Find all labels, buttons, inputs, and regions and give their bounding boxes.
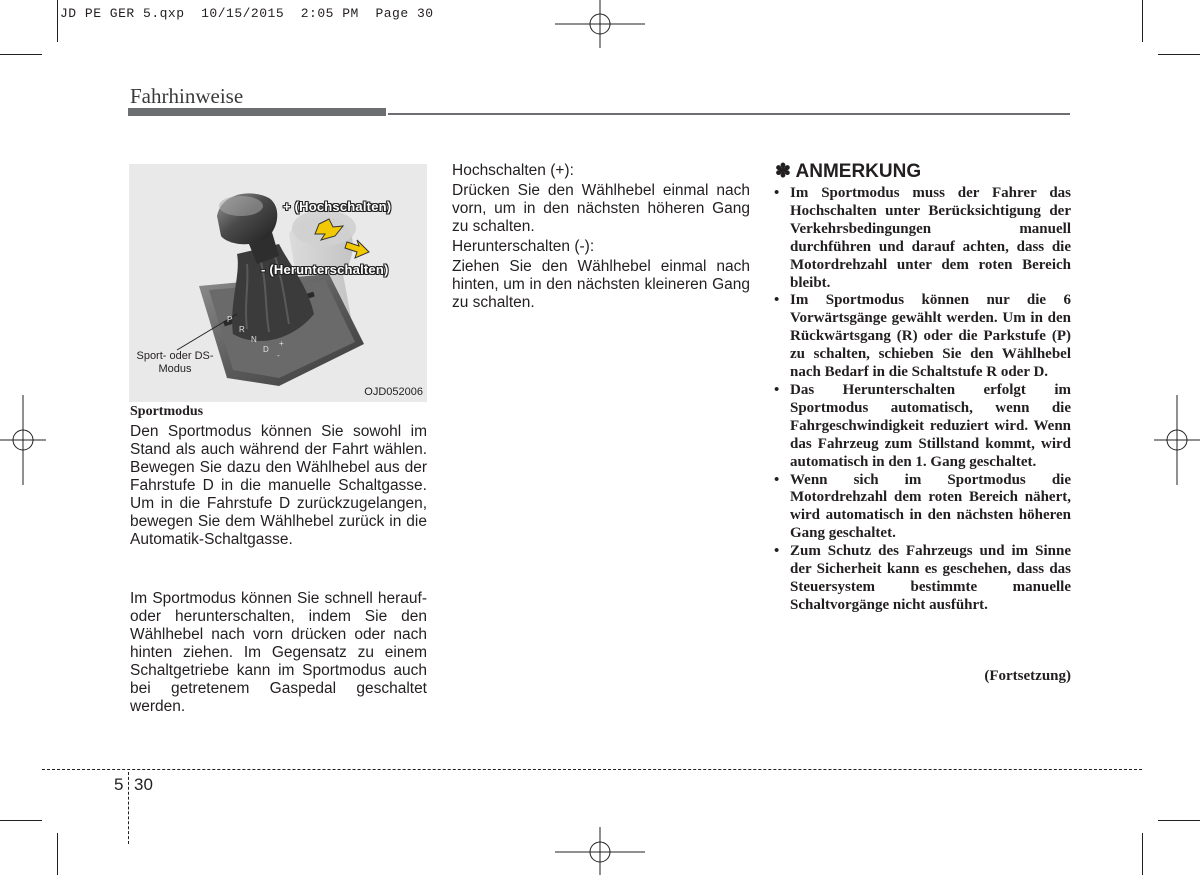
note-item-text: Zum Schutz des Fahrzeugs und im Sinne der Sicherheit kann es geschehen, dass das Steuersystem bestimmte manuelle Schaltvorgänge nicht ausführt. (790, 543, 1071, 613)
section-title: Fahrhinweise (130, 84, 244, 108)
sportmodus-paragraph-1: Den Sportmodus können Sie sowohl im Stand als auch während der Fahrt wählen. Bewegen Sie dazu den Wählhebel aus der Fahrstufe D in die manuelle Schaltgasse. Um in die Fahrstufe D zurückzugelangen, bewegen Sie dem Wählhebel zurück in die Automatik-Schaltgasse. (130, 423, 427, 548)
downshift-label: - (Herunterschalten) (261, 262, 389, 277)
list-item (773, 292, 1071, 382)
registration-mark-bottom (555, 827, 645, 875)
crop-mark (57, 833, 58, 875)
note-list (773, 185, 1071, 615)
bullet-icon: • (774, 185, 780, 201)
upshift-text: Drücken Sie den Wählhebel einmal nach vorn, um in den nächsten höheren Gang zu schalten. (452, 182, 750, 235)
note-item-text: Das Herunterschalten erfolgt im Sportmodus automatisch, wenn die Fahrgeschwindigkeit reduziert wird. Wenn das Fahrzeug zum Stillstand kommt, wird automatisch in den 1. Gang geschaltet. (790, 381, 1071, 470)
bullet-icon: • (774, 381, 780, 398)
note-item-text: Im Sportmodus können nur die 6 Vorwärtsgänge gewählt werden. Um in den Rückwärtsgang (R) oder die Parkstufe (P) zu schalten, schieben Sie den Wählhebel nach Bedarf in die Schaltstufe R oder D. (790, 292, 1071, 381)
crop-mark (57, 0, 58, 42)
sportmodus-paragraph-2: Im Sportmodus können Sie schnell herauf- oder herunterschalten, indem Sie den Wählhebel nach vorn drücken oder nach hinten ziehen. Im Gegensatz zu einem Schaltgetriebe kann im Sportmodus auch bei getretenem Gaspedal geschaltet werden. (130, 590, 427, 715)
gear-letter-d: D (263, 345, 269, 354)
note-heading (775, 160, 921, 183)
sport-mode-label: Sport- oder DS-Modus (136, 350, 214, 375)
crop-mark (1142, 833, 1143, 875)
footer-dashed-rule (42, 769, 1142, 770)
list-item (773, 185, 1071, 292)
header-rule-thin (388, 113, 1070, 115)
downshift-text: Ziehen Sie den Wählhebel einmal nach hinten, um in den nächsten kleineren Gang zu schalten. (452, 258, 750, 311)
note-heading-label: ANMERKUNG (795, 161, 922, 182)
gear-letter-r: R (239, 325, 245, 334)
list-item (773, 543, 1071, 615)
downshift-heading: Herunterschalten (-): (452, 238, 595, 255)
upshift-label: + (Hochschalten) (283, 199, 392, 214)
footer-dashed-divider (128, 772, 129, 844)
crop-mark (0, 54, 42, 55)
note-item-text: Im Sportmodus muss der Fahrer das Hochschalten unter Berücksichtigung der Verkehrsbedingungen manuell durchführen und darauf achten, dass die Motordrehzahl unter dem roten Bereich bleibt. (790, 185, 1071, 291)
crop-mark (0, 820, 42, 821)
sportmodus-heading: Sportmodus (130, 404, 204, 419)
list-item (773, 382, 1071, 472)
print-slug: JD PE GER 5.qxp 10/15/2015 2:05 PM Page 30 (60, 6, 434, 21)
continuation-label: (Fortsetzung) (984, 668, 1071, 684)
registration-mark-right (1154, 395, 1200, 485)
crop-mark (1158, 820, 1200, 821)
mode-mark-plus: + (279, 339, 284, 348)
crop-mark (1158, 54, 1200, 55)
gear-letter-p: P (227, 315, 233, 324)
header-rule-thick (128, 108, 386, 116)
chapter-number: 5 (114, 775, 124, 794)
registration-mark-top (555, 0, 645, 50)
gear-letter-n: N (251, 335, 257, 344)
bullet-icon: • (774, 471, 780, 488)
upshift-heading: Hochschalten (+): (452, 162, 574, 179)
list-item (773, 472, 1071, 544)
crop-mark (1142, 0, 1143, 42)
note-item-text: Wenn sich im Sportmodus die Motordrehzahl dem roten Bereich nähert, wird automatisch in den nächsten höheren Gang geschaltet. (790, 471, 1071, 542)
figure-code: OJD052006 (364, 386, 423, 398)
bullet-icon: • (774, 543, 780, 560)
mode-mark-minus: - (277, 351, 280, 360)
page-number: 30 (134, 775, 153, 794)
bullet-icon: • (774, 292, 780, 309)
asterisk-icon: ✽ (775, 161, 791, 182)
gear-lever-figure (129, 164, 427, 402)
registration-mark-left (0, 395, 46, 485)
